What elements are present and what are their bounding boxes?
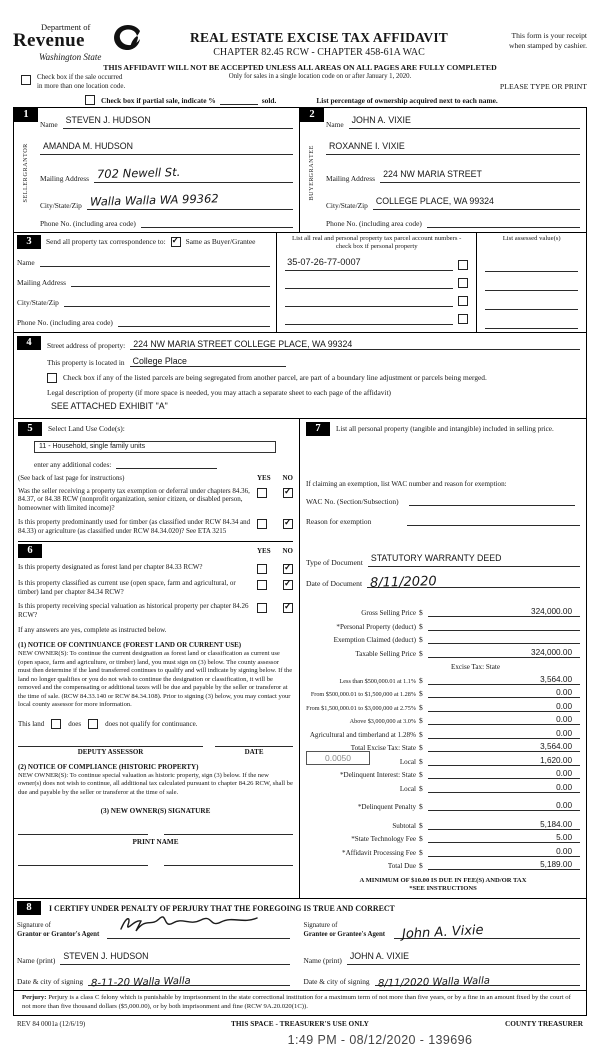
doc-type-value: STATUTORY WARRANTY DEED <box>370 552 502 563</box>
exemption-claimed-label: Exemption Claimed (deduct) <box>333 636 416 644</box>
notice1-body: NEW OWNER(S): To continue the current designation as forest land or classification as current use (open space, farm and agriculture, or timber) land, you must sign on (3) below. The county assessor must then determine if the land transferred continues to qualify and will indicate by signing below. If the land no longer qualifies or you do not wish to continue the designation or classification, it will be removed and the compensating or additional taxes will be due and payable by the seller or transferor at the time of sale. (RCW 84.33.140 or RCW 84.34.108). Prior to signing (3) below, you may contact your local county assessor for more information. <box>18 650 293 709</box>
exemption-reason-field[interactable] <box>407 516 580 526</box>
segregated-label: Check box if any of the listed parcels are being segregated from another parcel, are part of a boundary line adjustment or parcels being merged. <box>63 372 487 382</box>
grantee-date-city-value: 8/11/2020 Walla Walla <box>377 975 490 990</box>
section5-yes-no-header <box>257 474 293 482</box>
seller-grantor-vertical-label <box>21 122 31 232</box>
s5-q1-yes-checkbox[interactable] <box>257 488 267 498</box>
county-treasurer-label: COUNTY TREASURER <box>504 1018 583 1028</box>
multi-location-line2: in more than one location code. <box>37 81 126 90</box>
buyer-phone-field[interactable] <box>427 218 580 228</box>
legal-description-value: SEE ATTACHED EXHIBIT "A" <box>51 400 168 411</box>
seller-section <box>14 108 300 232</box>
section4-block <box>14 333 586 419</box>
personal-property-title: List all personal property (tangible and intangible) included in selling price. <box>336 424 554 433</box>
currency-sign: $ <box>419 729 423 739</box>
assessed-values-header: List assessed value(s) <box>502 234 561 242</box>
doc-date-value: 8/11/2020 <box>369 573 437 591</box>
seller-phone-field[interactable] <box>141 218 293 228</box>
form-body <box>13 107 587 1016</box>
s6-q2-yes-checkbox[interactable] <box>257 580 267 590</box>
currency-sign: $ <box>419 770 423 779</box>
wac-number-field[interactable] <box>409 496 575 506</box>
yes-header: YES <box>257 473 271 482</box>
parcel-numbers-block <box>277 233 477 332</box>
multi-location-note <box>13 73 183 91</box>
currency-sign: $ <box>419 847 423 857</box>
seller-name2-value: AMANDA M. HUDSON <box>43 140 133 151</box>
same-as-buyer-checkbox[interactable] <box>171 237 181 247</box>
delinquent-interest-state-value[interactable]: 0.00 <box>428 769 580 779</box>
assessed-field-1[interactable] <box>485 253 578 272</box>
section3-number: 3 <box>17 235 41 249</box>
assessor-date-label: DATE <box>244 747 264 756</box>
s5-q1-no-checkbox[interactable] <box>283 488 293 498</box>
receipt-note <box>475 22 587 51</box>
additional-codes-label: enter any additional codes: <box>34 460 112 469</box>
tier4-label: Above $3,000,000 at 3.0% <box>349 718 416 725</box>
affidavit-processing-fee-label: *Affidavit Processing Fee <box>342 848 416 857</box>
notice2-body: NEW OWNER(S): To continue special valuation as historic property, sign (3) below. If the new owner(s) does not wish to continue, all additional tax calculated pursuant to chapter 84.26 RCW, shall be due and payable by the seller or transferor at the time of sale. <box>18 771 293 796</box>
doc-date-field[interactable] <box>367 573 580 591</box>
currency-sign: $ <box>419 820 423 830</box>
new-owner-signature-field-1[interactable] <box>18 833 148 835</box>
parcel-4-personal-checkbox[interactable] <box>458 314 468 324</box>
section6-header <box>18 541 293 558</box>
buyer-fields <box>324 108 586 232</box>
buyer-city-field[interactable] <box>373 191 580 210</box>
land-use-code-field[interactable] <box>34 441 276 453</box>
currency-sign: $ <box>419 689 423 698</box>
partial-sale-row <box>85 95 587 105</box>
grantor-date-city-field[interactable] <box>88 972 289 990</box>
certification-section <box>14 898 586 990</box>
does-label: does <box>68 719 82 728</box>
certify-statement: I CERTIFY UNDER PENALTY OF PERJURY THAT THE FOREGOING IS TRUE AND CORRECT <box>49 903 395 913</box>
subtotal-value[interactable]: 5,184.00 <box>428 820 580 830</box>
seller-fields <box>38 108 299 232</box>
excise-tax-table <box>306 604 580 893</box>
receipt-note-line2: when stamped by cashier. <box>508 40 587 50</box>
see-instructions-note: *SEE INSTRUCTIONS <box>409 885 477 892</box>
multi-location-text <box>37 73 125 91</box>
assessed-field-3[interactable] <box>485 291 578 310</box>
perjury-label: Perjury: <box>22 994 47 1001</box>
deputy-assessor-signature-field[interactable] <box>18 746 203 747</box>
land-use-code-value: 11 - Household, single family units <box>39 443 146 450</box>
exemption-reason-label: Reason for exemption <box>306 516 372 526</box>
seller-city-value: Walla Walla WA 99362 <box>89 190 219 209</box>
exemption-note: If claiming an exemption, list WAC number and reason for exemption: <box>306 479 507 488</box>
treasurer-space-label: THIS SPACE - TREASURER'S USE ONLY <box>231 1018 369 1028</box>
corr-phone-label: Phone No. (including area code) <box>17 317 113 327</box>
exemption-claimed-value[interactable] <box>428 643 580 644</box>
subtotal-label: Subtotal <box>392 821 416 830</box>
logo-revenue-line: Revenue <box>13 30 85 51</box>
ownership-note: List percentage of ownership acquired next to each name. <box>316 96 498 105</box>
excise-tax-state-header: Excise Tax: State <box>450 663 500 671</box>
located-in-value: College Place <box>132 355 187 366</box>
located-in-field[interactable] <box>130 356 286 367</box>
personal-property-column <box>300 419 586 899</box>
partial-sale-label: Check box if partial sale, indicate % <box>101 96 216 105</box>
section6-number: 6 <box>18 544 42 558</box>
s6-question3-text: Is this property receiving special valuation as historical property per chapter 84.26 RCW? <box>18 601 249 619</box>
additional-codes-field[interactable] <box>116 459 217 469</box>
parcel-field-3[interactable] <box>285 306 453 307</box>
doc-type-field[interactable] <box>368 548 580 567</box>
tier2-value[interactable]: 0.00 <box>428 688 580 698</box>
currency-sign: $ <box>419 756 423 766</box>
buyer-name1-value: JOHN A. VIXIE <box>351 115 411 125</box>
grantee-name-print-field[interactable] <box>347 946 580 965</box>
currency-sign: $ <box>419 621 423 631</box>
buyer-city-label: City/State/Zip <box>326 200 368 210</box>
grantee-sig-label-line1: Signature of <box>303 922 338 930</box>
grantee-date-city-field[interactable] <box>375 972 580 990</box>
section5-number: 5 <box>18 422 42 436</box>
total-excise-state-label: Total Excise Tax: State <box>350 744 416 752</box>
buyer-vlabel-word1: BUYER <box>308 177 316 201</box>
tax-correspondence-block <box>14 233 277 332</box>
grantor-name-print-value: STEVEN J. HUDSON <box>63 951 149 961</box>
grantor-sig-label-line2: Grantor or Grantor's Agent <box>17 930 100 938</box>
header-notes-row <box>13 73 587 91</box>
grantor-date-city-label: Date & city of signing <box>17 977 84 986</box>
see-back-note: (See back of last page for instructions) <box>18 474 125 482</box>
assessor-signature-labels <box>18 748 293 756</box>
corr-name-label: Name <box>17 257 35 267</box>
land-use-column <box>14 419 300 899</box>
buyer-city-value: COLLEGE PLACE, WA 99324 <box>375 195 494 206</box>
seller-city-field[interactable] <box>87 191 293 210</box>
minimum-fee-note: A MINIMUM OF $10.00 IS DUE IN FEE(S) AND/OR TAX <box>359 877 527 884</box>
single-location-note: Only for sales in a single location code on or after January 1, 2020. <box>228 73 412 80</box>
grantor-name-print-field[interactable] <box>60 946 289 965</box>
street-address-field[interactable] <box>130 339 580 350</box>
form-title: REAL ESTATE EXCISE TAX AFFIDAVIT <box>190 30 448 45</box>
local-label: Local <box>399 757 416 766</box>
doc-date-label: Date of Document <box>306 578 363 588</box>
parcel-1-value: 35-07-26-77-0007 <box>287 257 361 268</box>
corr-phone-field[interactable] <box>118 317 270 327</box>
mid-columns <box>14 419 586 899</box>
corr-mailing-label: Mailing Address <box>17 277 67 287</box>
please-type-note: PLEASE TYPE OR PRINT <box>499 82 587 91</box>
grantor-signature-field[interactable] <box>107 918 290 939</box>
buyer-mailing-field[interactable] <box>380 164 580 183</box>
affidavit-processing-fee-value[interactable]: 0.00 <box>428 847 580 857</box>
continuance-qualify-row <box>18 719 293 729</box>
grantor-signature-label <box>17 922 107 939</box>
parcel-numbers-header: List all real and personal property tax parcel account numbers - check box if personal property <box>292 234 462 250</box>
delinquent-penalty-value[interactable]: 0.00 <box>428 801 580 811</box>
land-use-title: Select Land Use Code(s): <box>48 424 125 433</box>
buyer-side-column <box>300 108 324 232</box>
delinquent-penalty-label: *Delinquent Penalty <box>357 803 416 811</box>
s6-q1-no-checkbox[interactable] <box>283 564 293 574</box>
currency-sign: $ <box>419 783 423 793</box>
buyer-phone-label: Phone No. (including area code) <box>326 218 422 228</box>
buyer-vlabel-word2: GRANTEE <box>308 144 316 178</box>
section7-number: 7 <box>306 422 330 436</box>
assessed-values-block <box>477 233 586 332</box>
total-excise-state-value[interactable]: 3,564.00 <box>428 742 580 752</box>
grantee-sig-label-line2: Grantee or Grantee's Agent <box>303 930 386 938</box>
buyer-grantee-vertical-label <box>307 122 317 232</box>
buyer-section <box>300 108 586 232</box>
section8-number: 8 <box>17 901 41 915</box>
gross-selling-price-label: Gross Selling Price <box>361 609 416 617</box>
section1-number: 1 <box>14 108 38 122</box>
print-name-lines <box>18 864 293 866</box>
section4-number: 4 <box>17 336 41 350</box>
deputy-assessor-label: DEPUTY ASSESSOR <box>77 747 144 756</box>
seller-side-column <box>14 108 38 232</box>
tier2-label: From $500,000.01 to $1,500,000 at 1.28% <box>310 691 416 698</box>
logo-dept-line: Department of <box>41 22 91 32</box>
grantor-signing-block <box>17 918 300 990</box>
print-name-title: PRINT NAME <box>132 838 179 847</box>
tier1-value[interactable]: 3,564.00 <box>428 675 580 685</box>
seller-name-field[interactable] <box>63 110 293 129</box>
sold-label: sold. <box>261 96 277 105</box>
seller-city-label: City/State/Zip <box>40 200 82 210</box>
corr-mailing-field[interactable] <box>71 277 270 287</box>
grantee-signature-label <box>304 922 394 939</box>
print-name-field-1[interactable] <box>18 864 148 866</box>
new-owners-signature-title: (3) NEW OWNER(S) SIGNATURE <box>100 807 211 816</box>
revenue-swirl-icon <box>111 24 143 54</box>
buyer-name2-value: ROXANNE I. VIXIE <box>329 140 405 151</box>
assessor-signature-lines <box>18 746 293 747</box>
s6-q2-no-checkbox[interactable] <box>283 580 293 590</box>
legal-description-label: Legal description of property (if more space is needed, you may attach a separate sheet to each page of the affidavit) <box>47 387 391 397</box>
seller-phone-label: Phone No. (including area code) <box>40 218 136 228</box>
currency-sign: $ <box>419 802 423 811</box>
no-header: NO <box>282 473 293 482</box>
delinquent-interest-local-value[interactable]: 0.00 <box>428 783 580 793</box>
s6-no-header: NO <box>282 547 293 556</box>
grantee-name-print-label: Name (print) <box>303 956 342 965</box>
grantor-date-city-value: 8-11-20 Walla Walla <box>90 975 191 990</box>
currency-sign: $ <box>419 716 423 725</box>
tier1-label: Less than $500,000.01 at 1.1% <box>339 677 416 685</box>
segregated-checkbox[interactable] <box>47 373 57 383</box>
local-value[interactable]: 1,620.00 <box>428 756 580 766</box>
currency-sign: $ <box>419 648 423 658</box>
s5-question1-text: Was the seller receiving a property tax exemption or deferral under chapters 84.36, 84.37, or 84.38 RCW (nonprofit organization, senior citizen, or disabled person, homeowner with limited income)? <box>18 486 250 512</box>
form-revision-number: REV 84 0001a (12/6/19) <box>17 1020 86 1028</box>
corr-city-label: City/State/Zip <box>17 297 59 307</box>
buyer-mailing-value: 224 NW MARIA STREET <box>383 168 482 179</box>
partial-sale-percent-field[interactable] <box>220 104 258 105</box>
buyer-mailing-label: Mailing Address <box>326 173 376 183</box>
s6-yes-header: YES <box>257 547 271 556</box>
state-technology-fee-label: *State Technology Fee <box>351 835 416 843</box>
total-due-label: Total Due <box>387 862 416 870</box>
multi-location-checkbox[interactable] <box>21 75 31 85</box>
parcel-1-personal-checkbox[interactable] <box>458 260 468 270</box>
s6-q3-no-checkbox[interactable] <box>283 603 293 613</box>
s5-question2-text: Is this property predominantly used for timber (as classified under RCW 84.34 and 84.33) or agriculture (as classified under RCW 84.34.020)? See ETA 3215 <box>18 517 251 535</box>
form-subtitle: CHAPTER 82.45 RCW - CHAPTER 458-61A WAC <box>213 47 425 58</box>
logo-state-line: Washington State <box>39 52 102 62</box>
local-rate-box[interactable]: 0.0050 <box>306 751 370 765</box>
seller-mailing-label: Mailing Address <box>40 173 90 183</box>
does-not-label: does not qualify for continuance. <box>105 719 198 728</box>
receipt-note-line1: This form is your receipt <box>511 31 587 40</box>
dor-logo <box>13 22 163 62</box>
buyer-name-label: Name <box>326 120 344 129</box>
seller-mailing-field[interactable] <box>94 164 293 183</box>
parcel-field-4[interactable] <box>285 324 453 325</box>
currency-sign: $ <box>419 861 423 870</box>
multi-location-line1: Check box if the sale occurred <box>37 73 123 81</box>
notice1-title: (1) NOTICE OF CONTINUANCE (FOREST LAND OR CURRENT USE) <box>18 641 242 650</box>
parcel-field-2[interactable] <box>285 288 453 289</box>
wac-number-label: WAC No. (Section/Subsection) <box>306 496 399 506</box>
this-land-label: This land <box>18 719 45 728</box>
acceptance-warning: THIS AFFIDAVIT WILL NOT BE ACCEPTED UNLESS ALL AREAS ON ALL PAGES ARE FULLY COMPLETED <box>103 63 497 72</box>
located-in-label: This property is located in <box>47 357 125 367</box>
grantee-signing-block <box>300 918 583 990</box>
same-as-buyer-label: Same as Buyer/Grantee <box>185 237 256 246</box>
assessor-date-field[interactable] <box>215 746 293 747</box>
buyer-name-field[interactable] <box>349 110 580 129</box>
form-footer <box>13 1019 587 1028</box>
seller-mailing-value: 702 Newell St. <box>96 164 181 181</box>
corr-name-field[interactable] <box>40 257 270 267</box>
currency-sign: $ <box>419 635 423 644</box>
currency-sign: $ <box>419 702 423 712</box>
treasurer-timestamp-stamp: 1:49 PM - 08/12/2020 - 139696 <box>287 1032 473 1047</box>
grantor-sig-label-line1: Signature of <box>17 922 51 930</box>
new-owner-signature-field-2[interactable] <box>164 833 294 835</box>
personal-property-deduct-value[interactable] <box>428 630 580 631</box>
s6-q3-yes-checkbox[interactable] <box>257 603 267 613</box>
assessed-field-4[interactable] <box>485 310 578 329</box>
grantor-name-print-label: Name (print) <box>17 956 56 965</box>
parcel-3-personal-checkbox[interactable] <box>458 296 468 306</box>
currency-sign: $ <box>419 743 423 752</box>
partial-sale-checkbox[interactable] <box>85 95 95 105</box>
tier3-value[interactable]: 0.00 <box>428 702 580 712</box>
delinquent-interest-local-label: Local <box>399 784 416 793</box>
grantee-signature-value: John A. Vixie <box>401 922 484 943</box>
s5-q2-yes-checkbox[interactable] <box>257 519 267 529</box>
street-address-label: Street address of property: <box>47 340 126 350</box>
tier4-value[interactable]: 0.00 <box>428 715 580 725</box>
doc-type-label: Type of Document <box>306 557 363 567</box>
agricultural-value[interactable]: 0.00 <box>428 729 580 739</box>
section6-yes-no-header <box>257 547 293 555</box>
title-block <box>163 22 475 58</box>
seller-name-label: Name <box>40 120 58 129</box>
grantee-name-print-value: JOHN A. VIXIE <box>349 951 410 961</box>
s6-q1-yes-checkbox[interactable] <box>257 564 267 574</box>
currency-sign: $ <box>419 608 423 617</box>
total-due-value[interactable]: 5,189.00 <box>428 860 580 870</box>
seller-vlabel-word2: GRANTOR <box>22 143 30 177</box>
perjury-text: Perjury is a class C felony which is punishable by imprisonment in the state correctional institution for a maximum term of not more than five years, or by a fine in an amount fixed by the court of not more than five thousand dollars ($5,000.00), or by both imprisonment and fine (RCW 9A.20.020(1C)). <box>22 994 571 1010</box>
corr-city-field[interactable] <box>64 297 270 307</box>
s5-q2-no-checkbox[interactable] <box>283 519 293 529</box>
send-correspondence-label: Send all property tax correspondence to: <box>46 237 166 246</box>
grantor-signature-scribble <box>115 913 265 940</box>
s6-question1-text: Is this property designated as forest land per chapter 84.33 RCW? <box>18 563 203 572</box>
tier3-label: From $1,500,000.01 to $3,000,000 at 2.75% <box>306 704 416 712</box>
taxable-selling-price-value[interactable]: 324,000.00 <box>428 648 580 658</box>
form-header <box>13 22 587 62</box>
currency-sign: $ <box>419 834 423 843</box>
notice2-title: (2) NOTICE OF COMPLIANCE (HISTORIC PROPERTY) <box>18 762 199 771</box>
assessed-field-2[interactable] <box>485 272 578 291</box>
buyer-name2-field[interactable] <box>326 136 580 155</box>
perjury-notice <box>14 990 586 1015</box>
gross-selling-price-value[interactable]: 324,000.00 <box>428 607 580 617</box>
s6-question2-text: Is this property classified as current use (open space, farm and agricultural, or timber) land per chapter 84.34 RCW? <box>18 579 236 596</box>
land-does-checkbox[interactable] <box>51 719 61 729</box>
seller-name2-field[interactable] <box>40 136 293 155</box>
parcel-field-1[interactable] <box>285 252 453 271</box>
if-yes-note: If any answers are yes, complete as instructed below. <box>18 626 167 635</box>
state-technology-fee-value[interactable]: 5.00 <box>428 833 580 843</box>
seller-vlabel-word1: SELLER <box>22 176 30 203</box>
agricultural-label: Agricultural and timberland at 1.28% <box>309 730 416 739</box>
new-owner-signature-lines <box>18 833 293 835</box>
print-name-field-2[interactable] <box>164 864 294 866</box>
taxable-selling-price-label: Taxable Selling Price <box>355 649 416 658</box>
street-address-value: 224 NW MARIA STREET COLLEGE PLACE, WA 99324 <box>133 338 353 349</box>
grantee-signature-field[interactable] <box>394 918 581 943</box>
section2-number: 2 <box>300 108 324 122</box>
personal-property-deduct-label: *Personal Property (deduct) <box>336 622 416 631</box>
currency-sign: $ <box>419 675 423 685</box>
land-does-not-checkbox[interactable] <box>88 719 98 729</box>
delinquent-interest-state-label: *Delinquent Interest: State <box>339 771 416 779</box>
parcel-2-personal-checkbox[interactable] <box>458 278 468 288</box>
grantee-date-city-label: Date & city of signing <box>303 977 370 986</box>
seller-name1-value: STEVEN J. HUDSON <box>65 115 151 125</box>
section3-row <box>14 233 586 333</box>
parties-row <box>14 108 586 233</box>
